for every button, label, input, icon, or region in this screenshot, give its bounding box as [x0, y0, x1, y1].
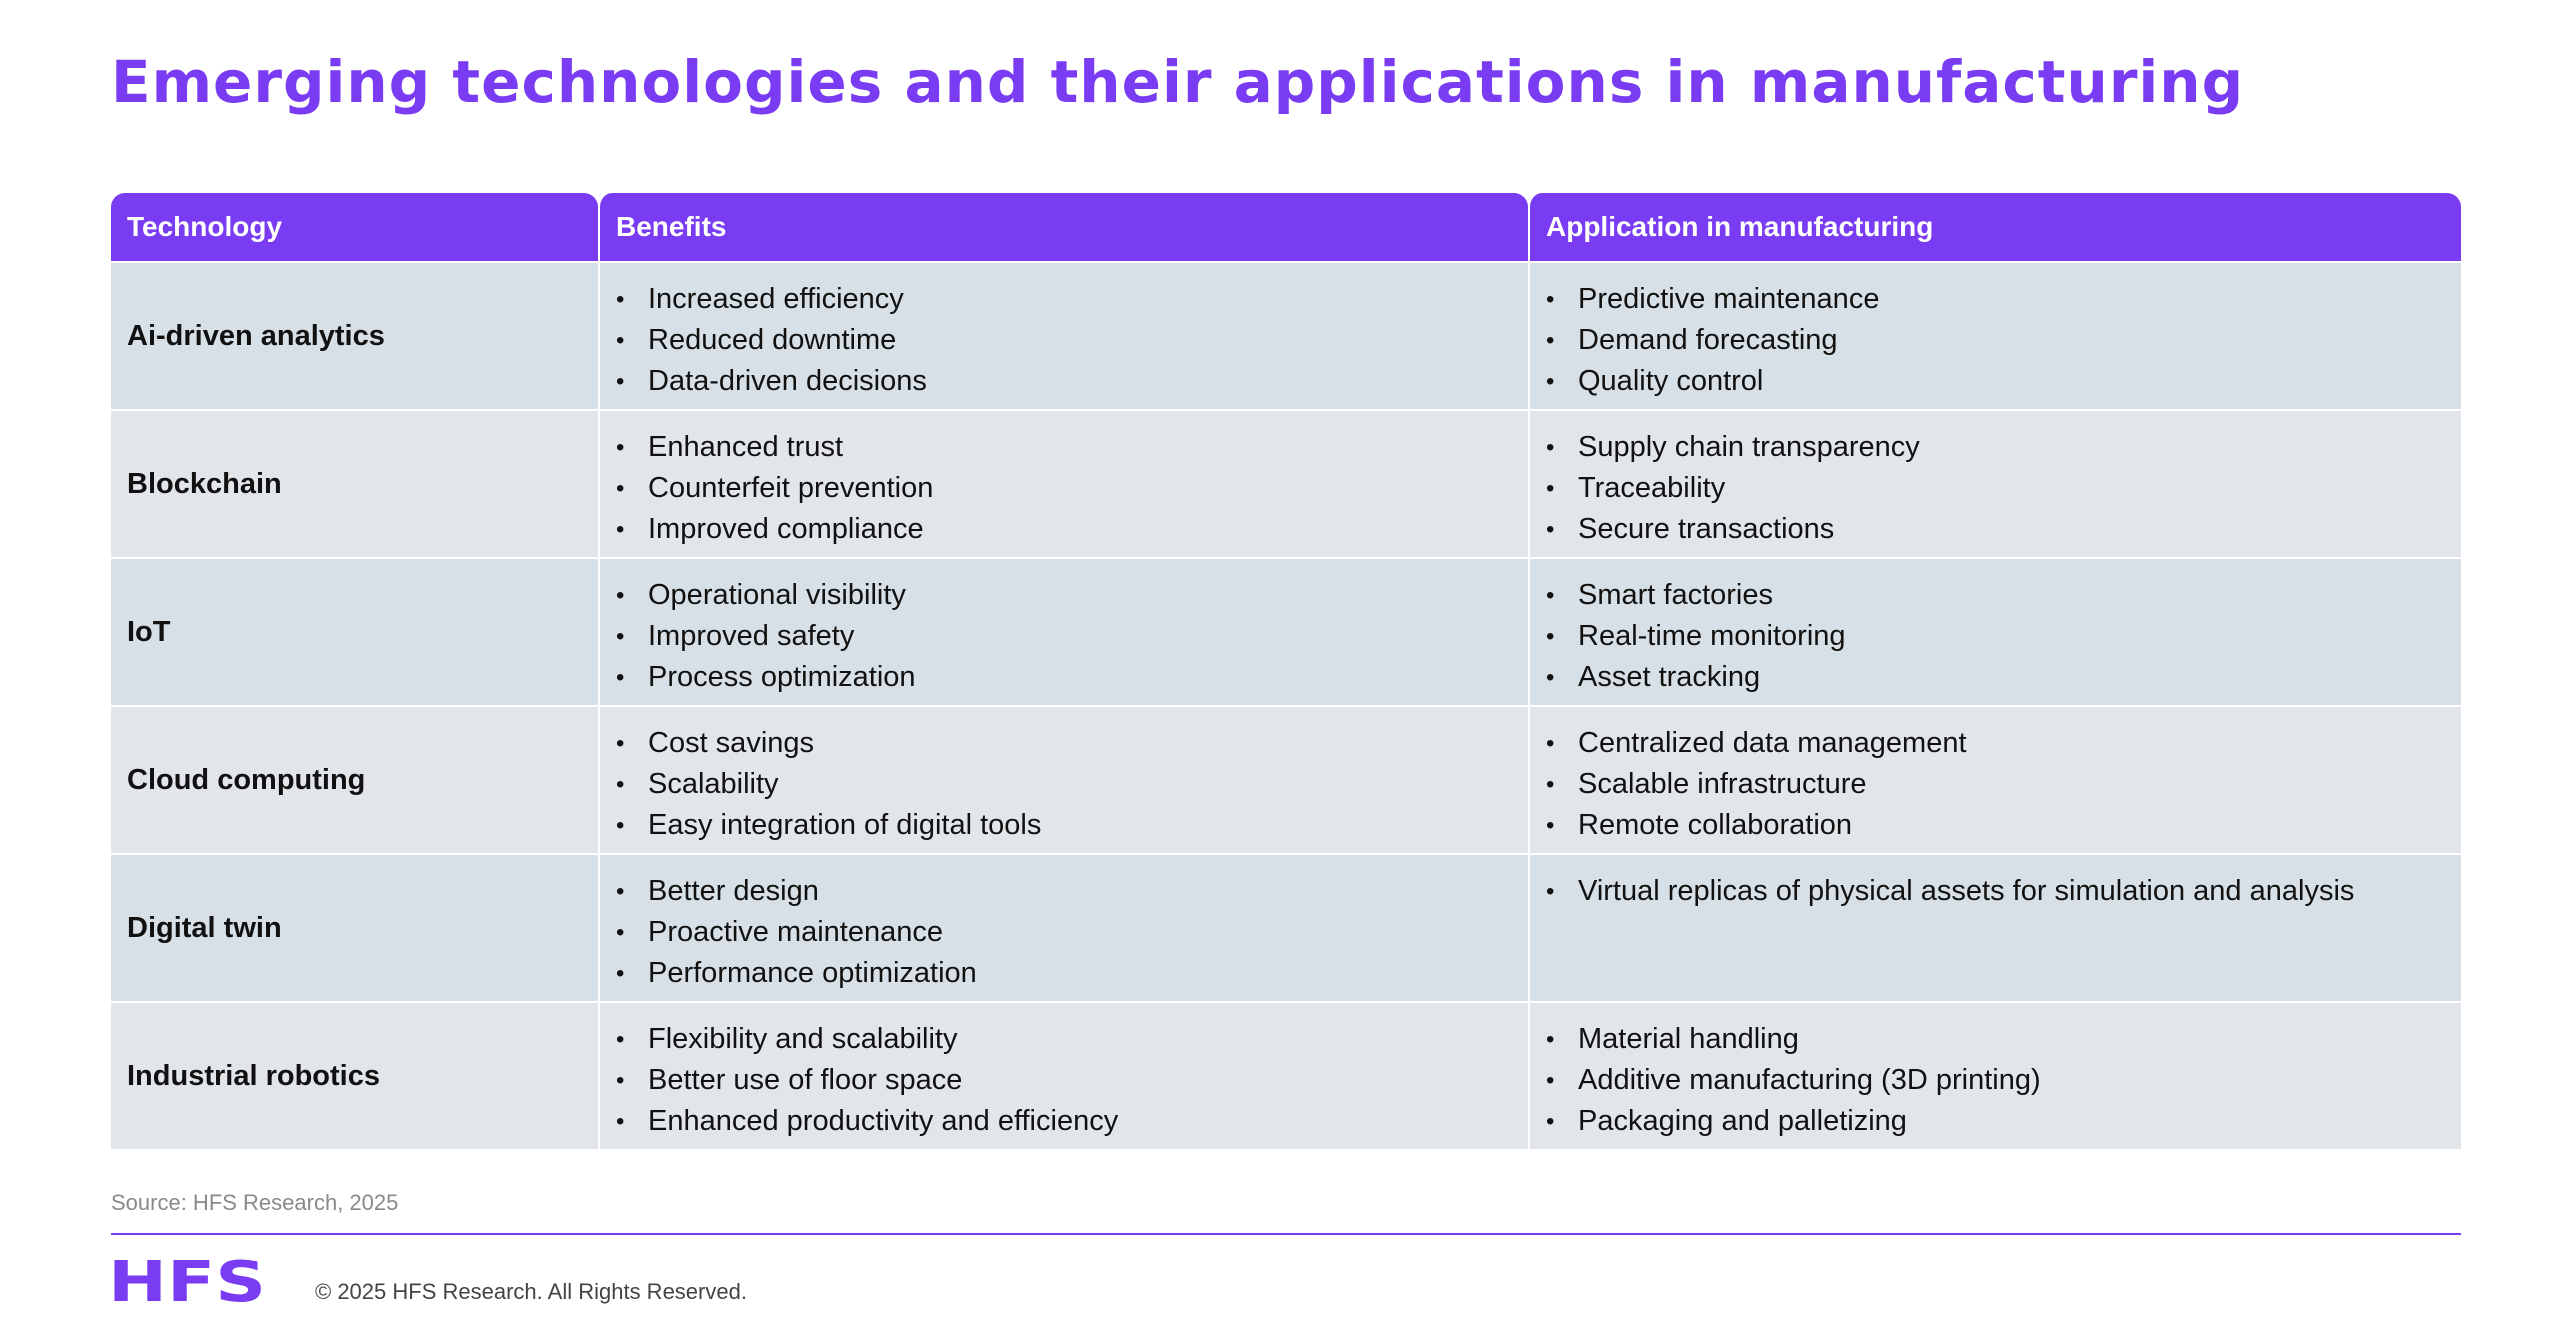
technology-name: Industrial robotics — [127, 1059, 380, 1092]
list-item: • Operational visibility — [616, 575, 1512, 616]
benefits-list — [616, 871, 1512, 994]
benefits-list — [616, 427, 1512, 550]
list-item: • Better use of floor space — [616, 1060, 1512, 1101]
list-item: • Centralized data management — [1546, 723, 2445, 764]
list-item: • Process optimization — [616, 657, 1512, 698]
technology-name: Blockchain — [127, 467, 282, 500]
list-item: • Scalability — [616, 764, 1512, 805]
list-item: • Easy integration of digital tools — [616, 805, 1512, 846]
list-item: • Counterfeit prevention — [616, 468, 1512, 509]
applications-list — [1546, 575, 2445, 698]
benefits-list — [616, 279, 1512, 402]
list-item: • Data-driven decisions — [616, 361, 1512, 402]
technology-table — [111, 193, 2461, 1149]
list-item: • Proactive maintenance — [616, 912, 1512, 953]
list-item: • Cost savings — [616, 723, 1512, 764]
list-item: • Better design — [616, 871, 1512, 912]
list-item: • Supply chain transparency — [1546, 427, 2445, 468]
benefits-list — [616, 575, 1512, 698]
list-item: • Additive manufacturing (3D printing) — [1546, 1060, 2445, 1101]
applications-list — [1546, 723, 2445, 846]
list-item: • Asset tracking — [1546, 657, 2445, 698]
source-note: Source: HFS Research, 2025 — [111, 1190, 399, 1215]
technology-name: Digital twin — [127, 911, 282, 944]
list-item: • Scalable infrastructure — [1546, 764, 2445, 805]
applications-list — [1546, 871, 2445, 912]
benefits-list — [616, 1019, 1512, 1142]
applications-list — [1546, 1019, 2445, 1142]
benefits-list — [616, 723, 1512, 846]
list-item: • Enhanced productivity and efficiency — [616, 1101, 1512, 1142]
header-technology: Technology — [111, 193, 598, 261]
list-item: • Improved safety — [616, 616, 1512, 657]
list-item: • Predictive maintenance — [1546, 279, 2445, 320]
list-item: • Demand forecasting — [1546, 320, 2445, 361]
technology-name: Cloud computing — [127, 763, 366, 796]
list-item: • Enhanced trust — [616, 427, 1512, 468]
list-item: • Packaging and palletizing — [1546, 1101, 2445, 1142]
technology-name: IoT — [127, 615, 171, 648]
copyright-text: © 2025 HFS Research. All Rights Reserved. — [315, 1279, 747, 1304]
technology-name: Ai-driven analytics — [127, 319, 385, 352]
list-item: • Improved compliance — [616, 509, 1512, 550]
list-item: • Increased efficiency — [616, 279, 1512, 320]
list-item: • Flexibility and scalability — [616, 1019, 1512, 1060]
list-item: • Quality control — [1546, 361, 2445, 402]
applications-list — [1546, 427, 2445, 550]
list-item: • Reduced downtime — [616, 320, 1512, 361]
list-item: • Smart factories — [1546, 575, 2445, 616]
list-item: • Virtual replicas of physical assets for simulation and analysis — [1546, 871, 2445, 912]
hfs-logo — [108, 1255, 268, 1307]
footer-divider — [111, 1233, 2461, 1235]
header-applications: Application in manufacturing — [1528, 193, 2461, 261]
list-item: • Material handling — [1546, 1019, 2445, 1060]
list-item: • Performance optimization — [616, 953, 1512, 994]
list-item: • Secure transactions — [1546, 509, 2445, 550]
logo-text: HFS — [108, 1255, 266, 1307]
list-item: • Real-time monitoring — [1546, 616, 2445, 657]
applications-list — [1546, 279, 2445, 402]
list-item: • Remote collaboration — [1546, 805, 2445, 846]
header-benefits: Benefits — [598, 193, 1528, 261]
page-title: Emerging technologies and their applications in manufacturing — [111, 48, 2245, 116]
list-item: • Traceability — [1546, 468, 2445, 509]
